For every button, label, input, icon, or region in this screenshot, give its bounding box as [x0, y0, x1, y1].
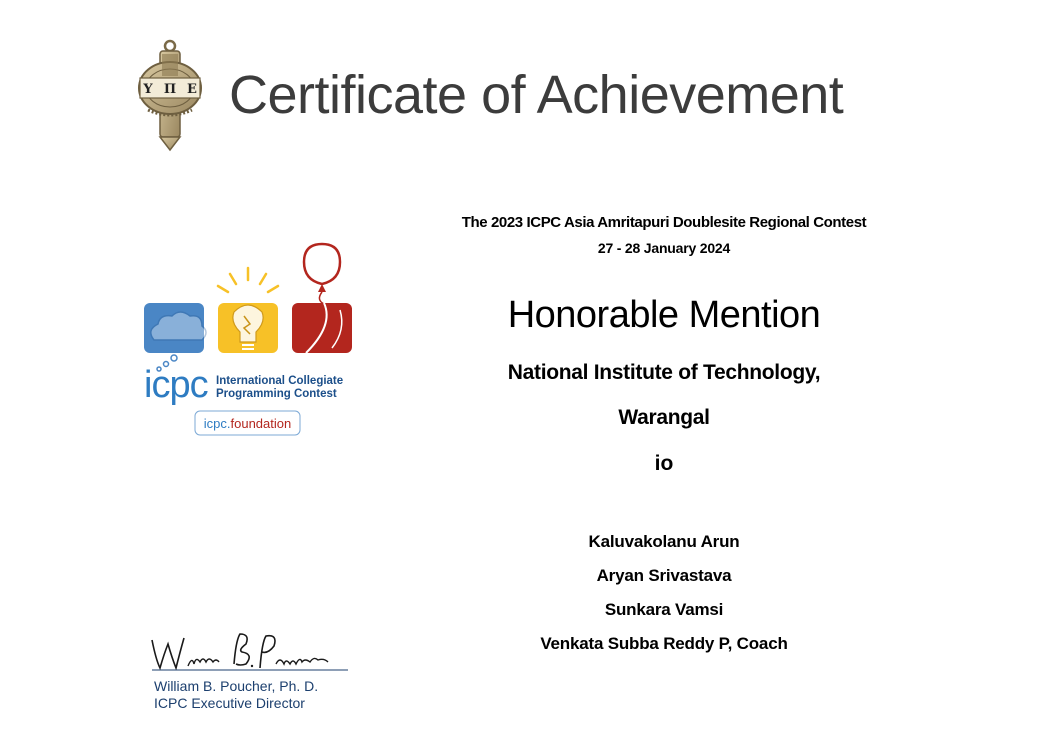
- lightbulb-icon: [218, 268, 278, 353]
- team-member: Aryan Srivastava: [596, 566, 732, 585]
- team-member: Kaluvakolanu Arun: [588, 532, 740, 551]
- balloon-icon: [292, 244, 352, 353]
- emblem-letter-pi: Π: [163, 82, 177, 97]
- team-coach: Venkata Subba Reddy P, Coach: [540, 634, 788, 653]
- upe-emblem-logo: [134, 38, 206, 152]
- icpc-name-line2: Programming Contest: [216, 388, 337, 400]
- foundation-icpc: icpc.: [203, 416, 231, 431]
- institution-line-2: Warangal: [618, 406, 710, 429]
- certificate-title: Certificate of Achievement: [229, 65, 844, 125]
- institution-line-1: National Institute of Technology,: [507, 361, 821, 384]
- icpc-name-line1: International Collegiate: [216, 375, 344, 387]
- emblem-letter-epsilon: Ε: [187, 82, 197, 97]
- foundation-word: foundation: [230, 416, 292, 431]
- award-title: Honorable Mention: [507, 294, 821, 336]
- signer-title: ICPC Executive Director: [154, 695, 305, 711]
- icpc-logo: [140, 240, 360, 440]
- contest-name: The 2023 ICPC Asia Amritapuri Doublesite Regional Contest: [461, 214, 867, 231]
- icpc-wordmark: icpc: [144, 364, 208, 406]
- contest-dates: 27 - 28 January 2024: [597, 240, 731, 256]
- team-member: Sunkara Vamsi: [604, 600, 724, 619]
- team-name: io: [654, 452, 674, 475]
- svg-text:icpc.foundation: [204, 416, 291, 431]
- signature-image: [148, 630, 353, 678]
- signer-name: William B. Poucher, Ph. D.: [154, 678, 319, 694]
- emblem-letter-upsilon: Υ: [143, 82, 153, 97]
